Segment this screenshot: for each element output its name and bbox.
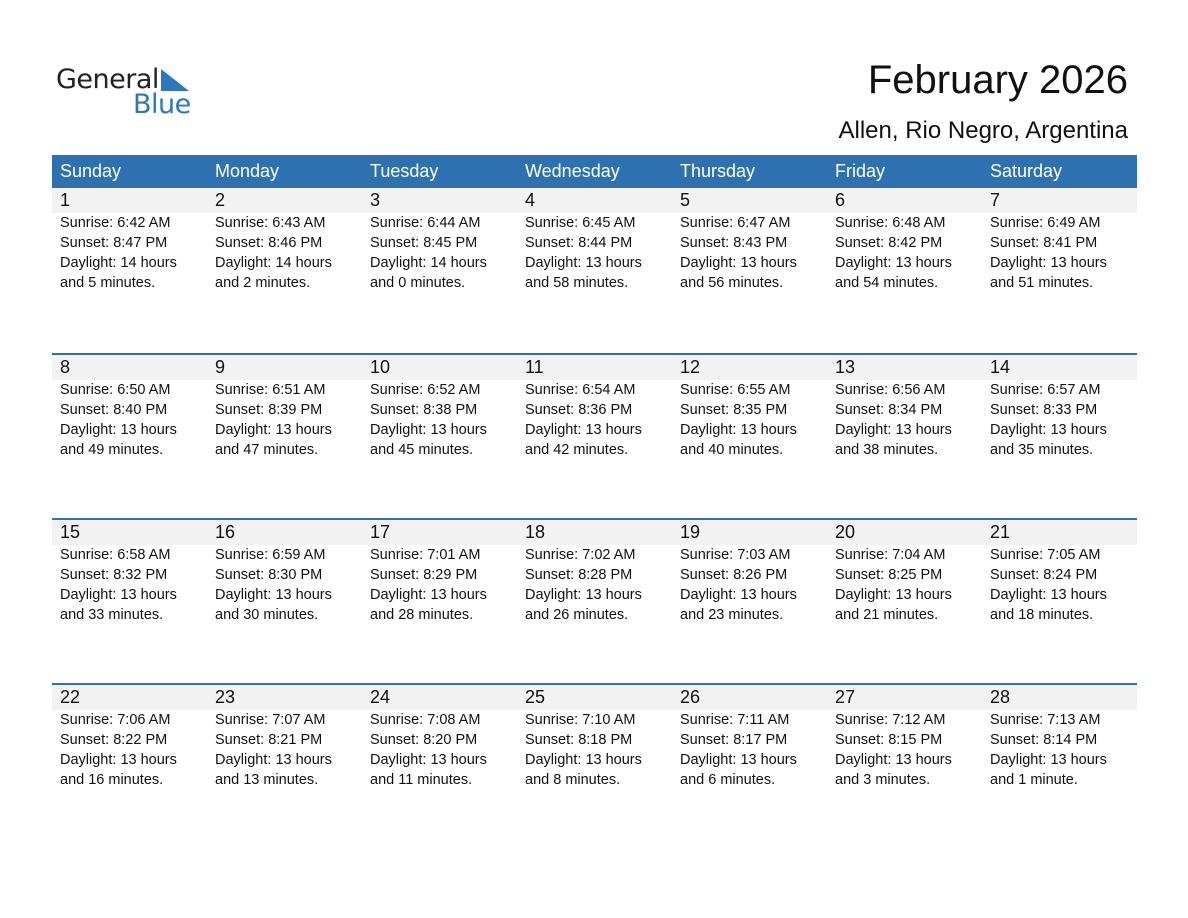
day-number: 12: [680, 357, 701, 377]
location-subtitle: Allen, Rio Negro, Argentina: [838, 117, 1128, 144]
weeks-container: [52, 188, 1137, 848]
day-number: 3: [370, 190, 381, 210]
logo-triangle-icon: [161, 69, 189, 91]
sunrise-text: Sunrise: 7:04 AM: [835, 547, 946, 563]
sunset-text: Sunset: 8:42 PM: [835, 235, 943, 251]
day-number: 25: [525, 687, 546, 707]
daylight-minutes-text: and 51 minutes.: [990, 275, 1094, 291]
daylight-minutes-text: and 47 minutes.: [215, 442, 319, 458]
sunrise-text: Sunrise: 6:59 AM: [215, 547, 326, 563]
sunset-text: Sunset: 8:20 PM: [370, 732, 478, 748]
day-number: 21: [990, 522, 1011, 542]
day-cell: [672, 520, 827, 625]
daylight-hours-text: Daylight: 13 hours: [525, 422, 642, 438]
sunset-text: Sunset: 8:39 PM: [215, 402, 323, 418]
daylight-hours-text: Daylight: 13 hours: [215, 587, 332, 603]
sunset-text: Sunset: 8:33 PM: [990, 402, 1098, 418]
sunrise-text: Sunrise: 7:06 AM: [60, 712, 171, 728]
sunset-text: Sunset: 8:43 PM: [680, 235, 788, 251]
day-cell: [982, 188, 1137, 293]
weekday-friday: Friday: [835, 161, 886, 181]
day-cell: [362, 355, 517, 460]
sunset-text: Sunset: 8:30 PM: [215, 567, 323, 583]
week-row: [52, 188, 1137, 353]
daylight-hours-text: Daylight: 13 hours: [835, 587, 952, 603]
daylight-minutes-text: and 38 minutes.: [835, 442, 939, 458]
day-cell: [672, 355, 827, 460]
day-cell: [207, 355, 362, 460]
daylight-hours-text: Daylight: 13 hours: [370, 422, 487, 438]
sunset-text: Sunset: 8:40 PM: [60, 402, 168, 418]
daylight-hours-text: Daylight: 13 hours: [990, 422, 1107, 438]
day-cell: [982, 520, 1137, 625]
daylight-hours-text: Daylight: 13 hours: [215, 422, 332, 438]
day-cell: [52, 685, 207, 790]
day-number: 16: [215, 522, 236, 542]
sunset-text: Sunset: 8:15 PM: [835, 732, 943, 748]
week-days: [52, 520, 1137, 625]
daylight-hours-text: Daylight: 13 hours: [680, 422, 797, 438]
sunrise-text: Sunrise: 7:01 AM: [370, 547, 481, 563]
sunrise-text: Sunrise: 6:49 AM: [990, 215, 1101, 231]
weekday-thursday: Thursday: [680, 161, 756, 181]
day-cell: [52, 188, 207, 293]
day-cell: [517, 685, 672, 790]
day-cell: [207, 685, 362, 790]
day-cell: [827, 685, 982, 790]
day-cell: [827, 520, 982, 625]
daylight-minutes-text: and 54 minutes.: [835, 275, 939, 291]
weekday-saturday: Saturday: [990, 161, 1063, 181]
sunrise-text: Sunrise: 7:03 AM: [680, 547, 791, 563]
daylight-hours-text: Daylight: 13 hours: [990, 587, 1107, 603]
day-cell: [827, 355, 982, 460]
sunrise-text: Sunrise: 7:11 AM: [680, 712, 790, 728]
daylight-minutes-text: and 11 minutes.: [370, 772, 473, 788]
day-cell: [672, 188, 827, 293]
weekday-wednesday: Wednesday: [525, 161, 620, 181]
day-number: 4: [525, 190, 536, 210]
sunset-text: Sunset: 8:35 PM: [680, 402, 788, 418]
daylight-hours-text: Daylight: 13 hours: [990, 752, 1107, 768]
day-cell: [517, 520, 672, 625]
day-number: 1: [60, 190, 71, 210]
daylight-minutes-text: and 8 minutes.: [525, 772, 621, 788]
sunset-text: Sunset: 8:17 PM: [680, 732, 788, 748]
day-number: 6: [835, 190, 846, 210]
sunset-text: Sunset: 8:28 PM: [525, 567, 633, 583]
daylight-minutes-text: and 35 minutes.: [990, 442, 1094, 458]
daylight-hours-text: Daylight: 13 hours: [525, 587, 642, 603]
sunrise-text: Sunrise: 6:52 AM: [370, 382, 481, 398]
week-days: [52, 355, 1137, 460]
daylight-minutes-text: and 13 minutes.: [215, 772, 319, 788]
daylight-minutes-text: and 2 minutes.: [215, 275, 311, 291]
daylight-minutes-text: and 6 minutes.: [680, 772, 776, 788]
sunset-text: Sunset: 8:36 PM: [525, 402, 633, 418]
day-number: 5: [680, 190, 691, 210]
sunrise-text: Sunrise: 6:56 AM: [835, 382, 946, 398]
daylight-minutes-text: and 58 minutes.: [525, 275, 629, 291]
sunrise-text: Sunrise: 6:45 AM: [525, 215, 636, 231]
daylight-minutes-text: and 16 minutes.: [60, 772, 164, 788]
day-cell: [362, 188, 517, 293]
weekday-tuesday: Tuesday: [370, 161, 439, 181]
daylight-hours-text: Daylight: 13 hours: [835, 752, 952, 768]
sunset-text: Sunset: 8:47 PM: [60, 235, 168, 251]
daylight-minutes-text: and 49 minutes.: [60, 442, 164, 458]
sunset-text: Sunset: 8:24 PM: [990, 567, 1098, 583]
week-days: [52, 188, 1137, 293]
day-cell: [982, 355, 1137, 460]
day-cell: [207, 520, 362, 625]
day-number: 20: [835, 522, 856, 542]
sunrise-text: Sunrise: 6:51 AM: [215, 382, 326, 398]
daylight-minutes-text: and 3 minutes.: [835, 772, 931, 788]
sunset-text: Sunset: 8:32 PM: [60, 567, 168, 583]
daylight-minutes-text: and 0 minutes.: [370, 275, 466, 291]
day-number: 22: [60, 687, 81, 707]
daylight-hours-text: Daylight: 13 hours: [680, 255, 797, 271]
day-number: 24: [370, 687, 391, 707]
daylight-minutes-text: and 30 minutes.: [215, 607, 319, 623]
daylight-minutes-text: and 45 minutes.: [370, 442, 474, 458]
daylight-minutes-text: and 28 minutes.: [370, 607, 474, 623]
week-row: [52, 518, 1137, 683]
sunrise-text: Sunrise: 7:12 AM: [835, 712, 946, 728]
sunset-text: Sunset: 8:41 PM: [990, 235, 1098, 251]
day-number: 19: [680, 522, 701, 542]
day-cell: [362, 685, 517, 790]
sunrise-text: Sunrise: 6:58 AM: [60, 547, 171, 563]
daylight-minutes-text: and 21 minutes.: [835, 607, 939, 623]
sunrise-text: Sunrise: 6:47 AM: [680, 215, 791, 231]
daylight-minutes-text: and 33 minutes.: [60, 607, 164, 623]
daylight-minutes-text: and 5 minutes.: [60, 275, 156, 291]
daylight-minutes-text: and 42 minutes.: [525, 442, 629, 458]
calendar-grid: [52, 155, 1137, 848]
sunrise-text: Sunrise: 6:57 AM: [990, 382, 1101, 398]
sunset-text: Sunset: 8:45 PM: [370, 235, 478, 251]
sunrise-text: Sunrise: 7:05 AM: [990, 547, 1101, 563]
sunset-text: Sunset: 8:14 PM: [990, 732, 1098, 748]
daylight-minutes-text: and 18 minutes.: [990, 607, 1094, 623]
daylight-hours-text: Daylight: 13 hours: [60, 422, 177, 438]
logo-word-general: General: [56, 64, 159, 95]
day-number: 17: [370, 522, 391, 542]
sunset-text: Sunset: 8:18 PM: [525, 732, 633, 748]
daylight-hours-text: Daylight: 13 hours: [60, 587, 177, 603]
sunrise-text: Sunrise: 7:02 AM: [525, 547, 636, 563]
day-cell: [52, 520, 207, 625]
sunrise-text: Sunrise: 6:44 AM: [370, 215, 481, 231]
weekday-header-row: [52, 155, 1137, 188]
day-number: 15: [60, 522, 81, 542]
sunset-text: Sunset: 8:46 PM: [215, 235, 323, 251]
sunrise-text: Sunrise: 7:10 AM: [525, 712, 636, 728]
daylight-minutes-text: and 23 minutes.: [680, 607, 784, 623]
daylight-minutes-text: and 40 minutes.: [680, 442, 784, 458]
daylight-hours-text: Daylight: 13 hours: [215, 752, 332, 768]
sunset-text: Sunset: 8:29 PM: [370, 567, 478, 583]
day-number: 13: [835, 357, 856, 377]
day-cell: [52, 355, 207, 460]
day-number: 26: [680, 687, 701, 707]
daylight-hours-text: Daylight: 14 hours: [215, 255, 332, 271]
sunset-text: Sunset: 8:38 PM: [370, 402, 478, 418]
day-number: 28: [990, 687, 1011, 707]
daylight-minutes-text: and 1 minute.: [990, 772, 1078, 788]
sunset-text: Sunset: 8:25 PM: [835, 567, 943, 583]
daylight-hours-text: Daylight: 13 hours: [370, 587, 487, 603]
day-cell: [672, 685, 827, 790]
sunset-text: Sunset: 8:21 PM: [215, 732, 323, 748]
day-cell: [207, 188, 362, 293]
day-number: 7: [990, 190, 1001, 210]
sunset-text: Sunset: 8:26 PM: [680, 567, 788, 583]
sunrise-text: Sunrise: 6:43 AM: [215, 215, 326, 231]
page-title: February 2026: [867, 58, 1128, 102]
daylight-minutes-text: and 56 minutes.: [680, 275, 784, 291]
weekday-sunday: Sunday: [60, 161, 122, 181]
daylight-hours-text: Daylight: 13 hours: [525, 255, 642, 271]
week-days: [52, 685, 1137, 790]
day-number: 23: [215, 687, 236, 707]
sunrise-text: Sunrise: 7:07 AM: [215, 712, 326, 728]
day-number: 18: [525, 522, 546, 542]
daylight-hours-text: Daylight: 13 hours: [370, 752, 487, 768]
day-cell: [362, 520, 517, 625]
daylight-hours-text: Daylight: 14 hours: [60, 255, 177, 271]
sunset-text: Sunset: 8:44 PM: [525, 235, 633, 251]
day-number: 2: [215, 190, 226, 210]
daylight-hours-text: Daylight: 13 hours: [60, 752, 177, 768]
daylight-hours-text: Daylight: 13 hours: [680, 587, 797, 603]
week-row: [52, 353, 1137, 518]
sunrise-text: Sunrise: 6:50 AM: [60, 382, 171, 398]
weekday-monday: Monday: [215, 161, 280, 181]
day-cell: [827, 188, 982, 293]
day-cell: [517, 355, 672, 460]
sunrise-text: Sunrise: 6:54 AM: [525, 382, 636, 398]
daylight-hours-text: Daylight: 13 hours: [525, 752, 642, 768]
sunset-text: Sunset: 8:34 PM: [835, 402, 943, 418]
sunset-text: Sunset: 8:22 PM: [60, 732, 168, 748]
daylight-hours-text: Daylight: 13 hours: [990, 255, 1107, 271]
day-number: 14: [990, 357, 1011, 377]
sunrise-text: Sunrise: 6:55 AM: [680, 382, 791, 398]
daylight-hours-text: Daylight: 14 hours: [370, 255, 487, 271]
daylight-hours-text: Daylight: 13 hours: [835, 422, 952, 438]
generalblue-logo: [56, 64, 196, 124]
logo-word-blue: Blue: [133, 89, 191, 120]
day-number: 27: [835, 687, 856, 707]
day-number: 11: [525, 357, 544, 377]
daylight-hours-text: Daylight: 13 hours: [680, 752, 797, 768]
day-number: 8: [60, 357, 71, 377]
sunrise-text: Sunrise: 7:08 AM: [370, 712, 481, 728]
daylight-minutes-text: and 26 minutes.: [525, 607, 629, 623]
week-row: [52, 683, 1137, 848]
day-number: 10: [370, 357, 391, 377]
day-cell: [517, 188, 672, 293]
sunrise-text: Sunrise: 6:42 AM: [60, 215, 171, 231]
day-cell: [982, 685, 1137, 790]
day-number: 9: [215, 357, 226, 377]
sunrise-text: Sunrise: 7:13 AM: [990, 712, 1101, 728]
daylight-hours-text: Daylight: 13 hours: [835, 255, 952, 271]
sunrise-text: Sunrise: 6:48 AM: [835, 215, 946, 231]
